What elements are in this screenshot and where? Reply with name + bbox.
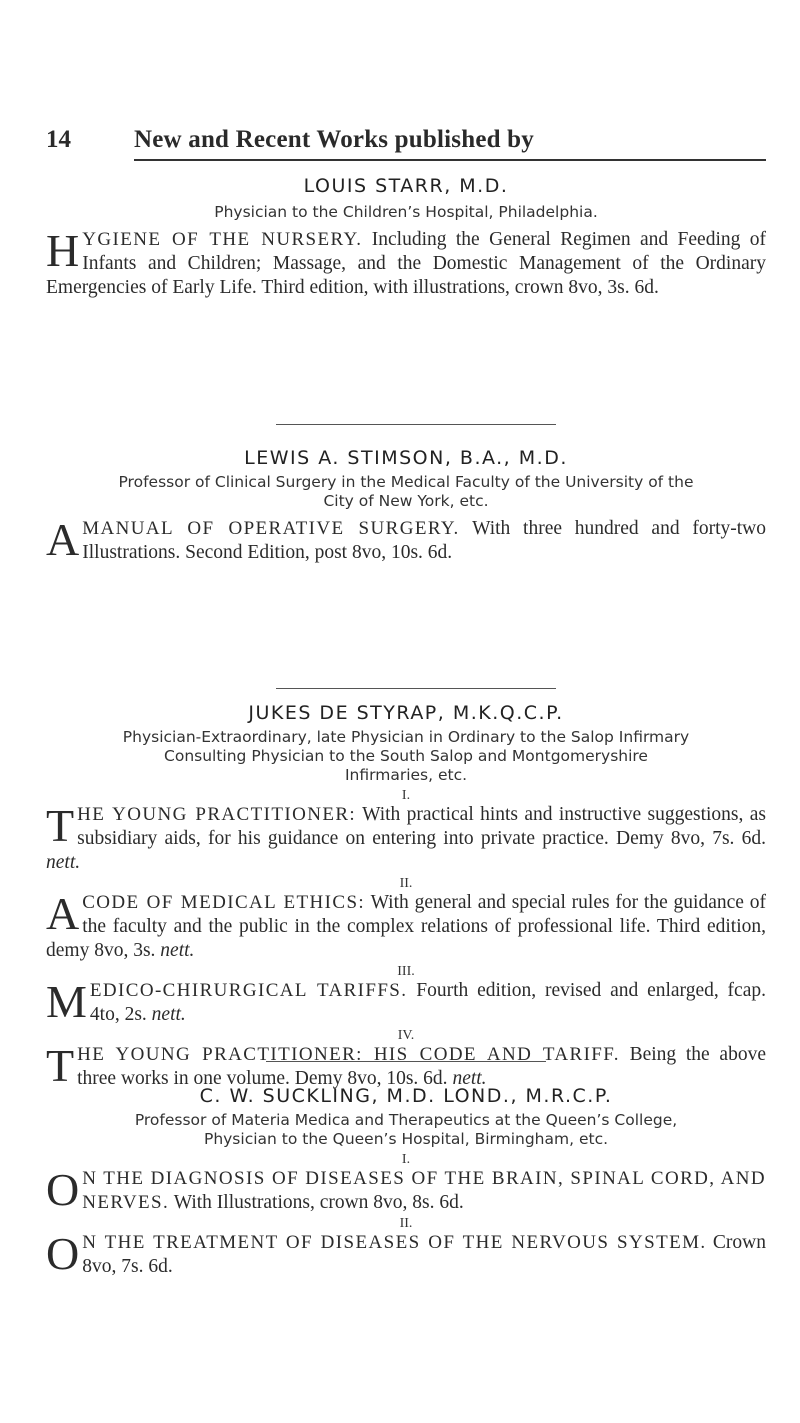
book-details: Fourth edition, revised and enlarged, fcap. 4to, 2s. [89, 980, 766, 1025]
book-details: With practical hints and instructive suggestions, as subsidiary aids, for his guidance on entering into private practice. Demy 8vo, 7s. 6d. [77, 804, 766, 849]
drop-cap: H [46, 225, 80, 276]
book-listing [46, 800, 766, 875]
volume-numeral: I. [401, 788, 411, 803]
entry-stimson [46, 447, 766, 565]
book-title: N THE DIAGNOSIS OF DISEASES OF THE BRAIN, SPINAL CORD, AND NERVES. [82, 1168, 766, 1213]
header-rule [134, 159, 766, 161]
volume-numeral: IV. [397, 1028, 415, 1043]
book-listing [46, 225, 767, 300]
book-listing [46, 1164, 766, 1215]
book-listing [46, 888, 766, 963]
volume-numeral: II. [399, 1216, 413, 1231]
entry-suckling [46, 1085, 766, 1279]
page-number: 14 [46, 126, 71, 153]
book-details: Crown 8vo, 7s. 6d. [82, 1232, 767, 1277]
book-listing [46, 1040, 766, 1091]
entry-starr [46, 175, 766, 300]
author-name: LOUIS STARR, M.D. [303, 175, 509, 197]
drop-cap: T [46, 800, 75, 851]
drop-cap: T [46, 1040, 75, 1091]
author-affiliation: Professor of Materia Medica and Therapeutics at the Queen’s College, [134, 1111, 678, 1129]
author-affiliation: Infirmaries, etc. [344, 766, 468, 784]
section-divider [266, 1061, 546, 1062]
book-title: CODE OF MEDICAL ETHICS: [82, 892, 366, 913]
book-listing [46, 1228, 767, 1279]
author-affiliation: Professor of Clinical Surgery in the Medical Faculty of the University of the [118, 473, 694, 491]
book-title: EDICO-CHIRURGICAL TARIFFS. [89, 980, 408, 1001]
book-title: HE YOUNG PRACTITIONER: [77, 804, 357, 825]
nett-label: nett. [46, 852, 81, 873]
author-affiliation: Physician to the Queen’s Hospital, Birmingham, etc. [203, 1130, 609, 1148]
author-name: C. W. SUCKLING, M.D. LOND., M.R.C.P. [199, 1085, 613, 1107]
drop-cap: O [46, 1164, 80, 1215]
author-affiliation: City of New York, etc. [323, 492, 489, 510]
book-listing [46, 514, 766, 565]
nett-label: nett. [151, 1004, 186, 1025]
author-name: JUKES DE STYRAP, M.K.Q.C.P. [248, 702, 564, 724]
drop-cap: O [46, 1228, 80, 1279]
book-details: With Illustrations, crown 8vo, 8s. 6d. [173, 1192, 464, 1213]
book-title: YGIENE OF THE NURSERY. [82, 229, 363, 250]
drop-cap: A [46, 888, 80, 939]
book-details: Including the General Regimen and Feeding of Infants and Children; Massage, and the Domestic Management of the Ordinary Emergencies of Early Life. Third edition, with illustrations, crown 8vo, 3s. 6d. [46, 229, 767, 298]
drop-cap: M [46, 976, 87, 1027]
volume-numeral: III. [397, 964, 415, 979]
running-title: New and Recent Works published by [134, 126, 534, 153]
section-divider [276, 688, 556, 689]
volume-numeral: II. [399, 876, 413, 891]
book-details: Being the above three works in one volume. Demy 8vo, 10s. 6d. [77, 1044, 766, 1089]
book-title: HE YOUNG PRACTITIONER: HIS CODE AND TARIFF. [77, 1044, 620, 1065]
author-name: LEWIS A. STIMSON, B.A., M.D. [244, 447, 568, 469]
book-details: With general and special rules for the guidance of the faculty and the public in the complex relations of professional life. Third edition, demy 8vo, 3s. [46, 892, 766, 961]
running-head [46, 126, 766, 166]
book-details: With three hundred and forty-two Illustrations. Second Edition, post 8vo, 10s. 6d. [82, 518, 766, 563]
author-affiliation: Physician to the Children’s Hospital, Philadelphia. [214, 203, 598, 221]
author-affiliation: Consulting Physician to the South Salop and Montgomeryshire [164, 747, 648, 765]
section-divider [276, 424, 556, 425]
book-title: MANUAL OF OPERATIVE SURGERY. [82, 518, 460, 539]
nett-label: nett. [160, 940, 195, 961]
author-affiliation: Physician-Extraordinary, late Physician in Ordinary to the Salop Infirmary [122, 728, 690, 746]
nett-label: nett. [452, 1068, 487, 1089]
book-listing [46, 976, 766, 1027]
book-title: N THE TREATMENT OF DISEASES OF THE NERVOUS SYSTEM. [82, 1232, 707, 1253]
volume-numeral: I. [401, 1152, 411, 1167]
entry-de-styrap [46, 702, 766, 1091]
drop-cap: A [46, 514, 80, 565]
